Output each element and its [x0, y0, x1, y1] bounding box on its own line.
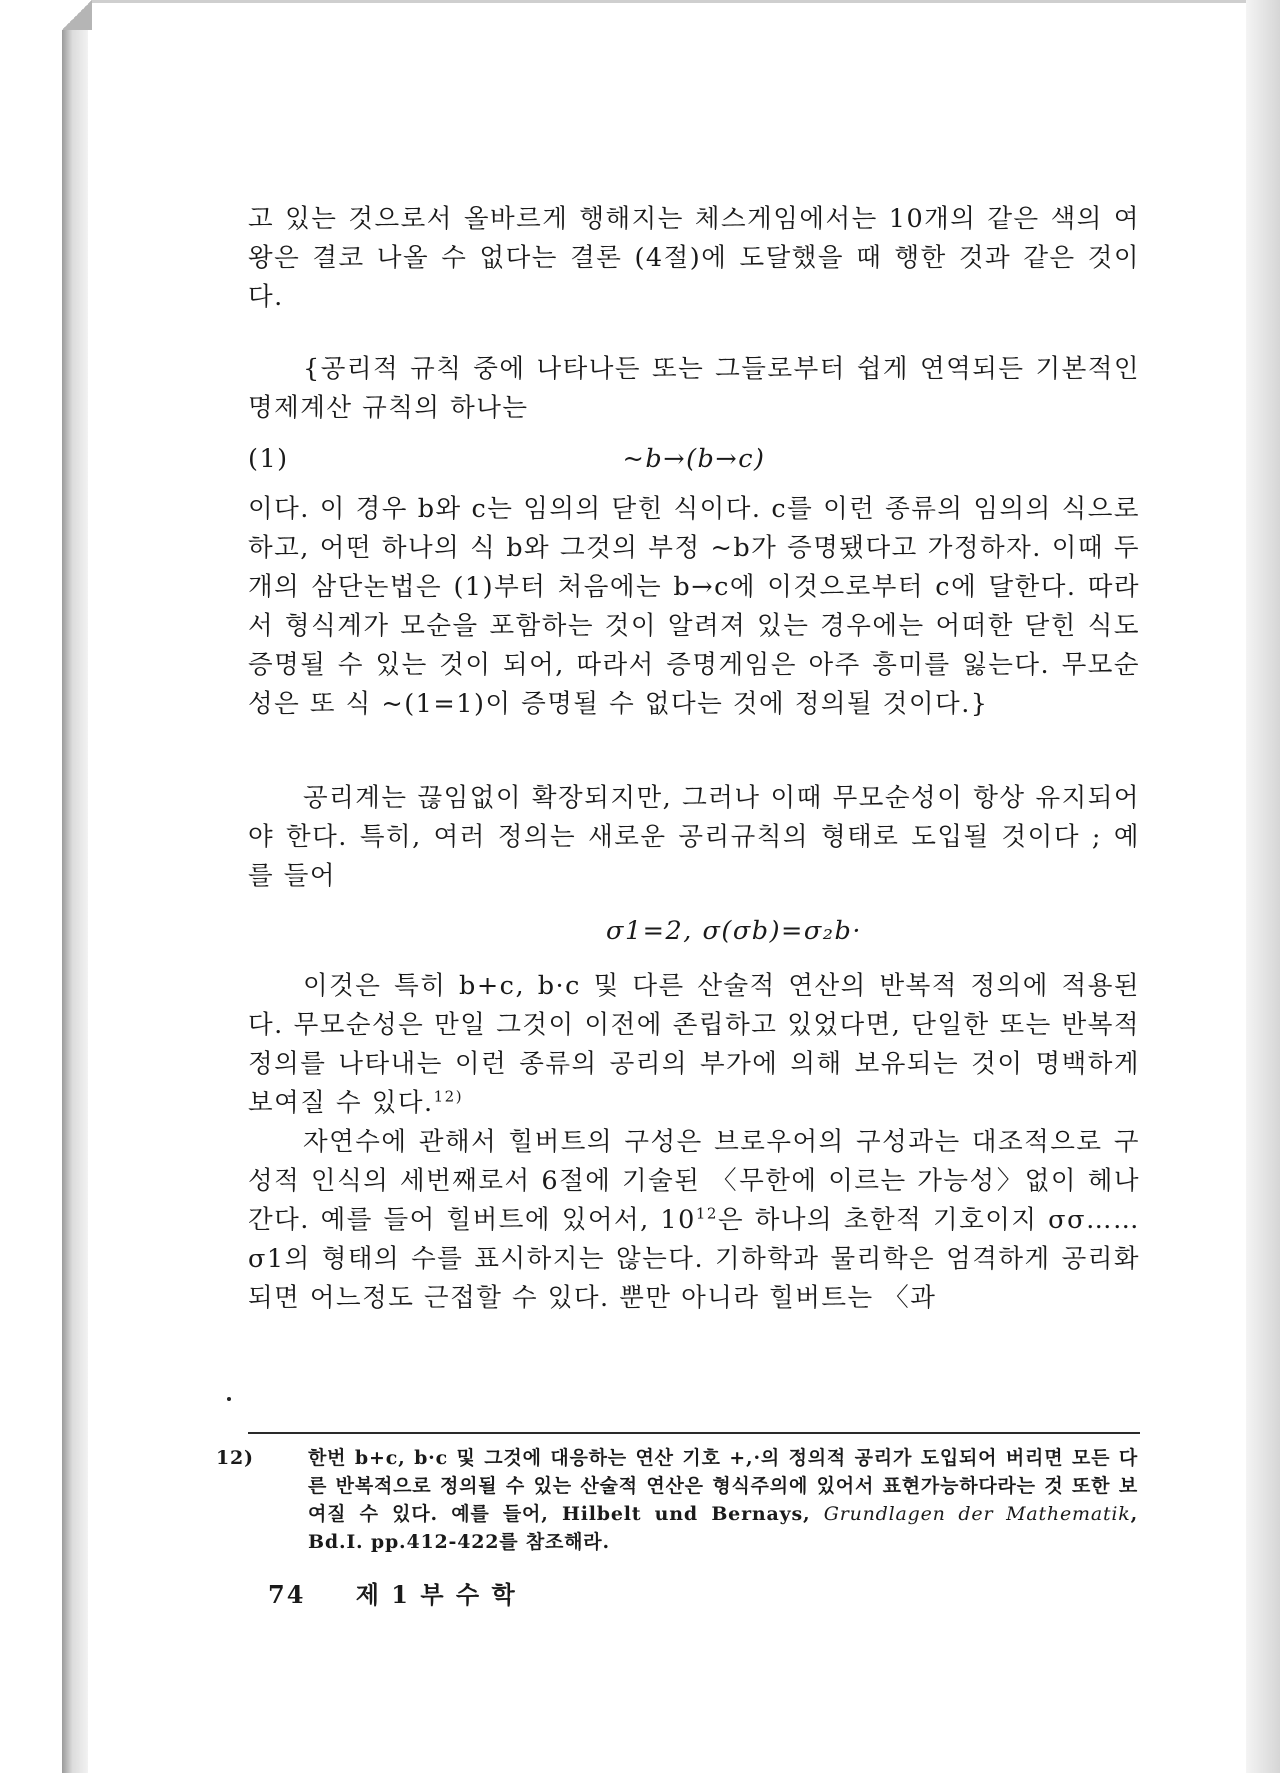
- footnote-book-title: Grundlagen der Mathematik: [823, 1503, 1131, 1525]
- paragraph-recursive-text: 이것은 특히 b+c, b·c 및 다른 산술적 연산의 반복적 정의에 적용된다. 무모순성은 만일 그것이 이전에 존립하고 있었다면, 단일한 또는 반복적 정의를 나타내는 이런 종류의 공리의 부가에 의해 보유되는 것이 명백하게 보여질 수 있다.: [248, 971, 1140, 1118]
- footnote-12: [216, 1444, 1138, 1556]
- footnote-body: [216, 1444, 1138, 1556]
- footnote-reference-12[interactable]: 12): [433, 1087, 464, 1106]
- page-left-edge: [62, 0, 88, 1773]
- paragraph-axiom-extension: 공리계는 끊임없이 확장되지만, 그러나 이때 무모순성이 항상 유지되어야 한다. 특히, 여러 정의는 새로운 공리규칙의 형태로 도입될 것이다 ; 예를 들어: [248, 783, 1140, 891]
- exponent-12: 12: [695, 1204, 718, 1223]
- margin-speck: [227, 1397, 231, 1401]
- running-footer: [268, 1575, 517, 1610]
- footnote-text-a: 한번 b+c, b·c 및 그것에 대응하는 연산 기호 +,·의 정의적 공리가 도입되어 버리면 모든 다른 반복적으로 정의될 수 있는 산술적 연산은 형식주의에 있어서 표현가능하다라는 것 또한 보여질 수 있다. 예를 들어, Hilbelt und Bernays,: [308, 1447, 1138, 1525]
- page-top-edge: [88, 0, 1246, 3]
- footnote-divider: [248, 1432, 1140, 1434]
- paragraph-recursive-definition: [248, 967, 1140, 1123]
- paragraph-natural-numbers-a: 자연수에 관해서 힐버트의 구성은 브로우어의 구성과는 대조적으로 구성적 인식의 세번째로서 6절에 기술된 〈무한에 이르는 가능성〉없이 헤나간다. 예를 들어 힐버트에 있어서, 10: [248, 1127, 1140, 1235]
- footnote-text-b: , Bd.I. pp.412-422를 참조해라.: [308, 1503, 1138, 1553]
- formula-1: [248, 440, 1140, 476]
- paragraph-natural-numbers-b: 은 하나의 초한적 기호이지 σσ……σ1의 형태의 수를 표시하지는 않는다. 기하학과 물리학은 엄격하게 공리화되면 어느정도 근접할 수 있다. 뿐만 아니라 힐버트는 〈과: [248, 1205, 1141, 1313]
- paragraph-natural-numbers: [248, 1123, 1140, 1318]
- paragraph-propositional-rule: {공리적 규칙 중에 나타나든 또는 그들로부터 쉽게 연역되든 기본적인 명제계산 규칙의 하나는: [248, 354, 1140, 423]
- paragraph-contradiction: 이다. 이 경우 b와 c는 임의의 닫힌 식이다. c를 이런 종류의 임의의 식으로 하고, 어떤 하나의 식 b와 그것의 부정 ~b가 증명됐다고 가정하자. 이때 두 개의 삼단논법은 (1)부터 처음에는 b→c에 이것으로부터 c에 달한다. 따라서 형식계가 모순을 포함하는 것이 알려져 있는 경우에는 어떠한 닫힌 식도 증명될 수 있는 것이 되어, 따라서 증명게임은 아주 흥미를 잃는다. 무모순성은 또 식 ~(1=1)이 증명될 수 없다는 것에 정의될 것이다.}: [248, 494, 1140, 719]
- footnote-number: 12): [216, 1447, 254, 1469]
- formula-1-label: (1): [248, 444, 289, 474]
- formula-1-expression: ~b→(b→c): [622, 444, 766, 474]
- page-folded-corner: [62, 0, 92, 30]
- formula-2-expression: σ1=2, σ(σb)=σ₂b·: [606, 916, 862, 946]
- page-number: 74: [268, 1580, 306, 1609]
- page-right-edge: [1246, 0, 1280, 1773]
- section-title: 제 1 부 수 학: [355, 1580, 517, 1609]
- paragraph-chess-conclusion: 고 있는 것으로서 올바르게 행해지는 체스게임에서는 10개의 같은 색의 여왕은 결코 나올 수 없다는 결론 (4절)에 도달했을 때 행한 것과 같은 것이다.: [248, 204, 1140, 312]
- page-body: [248, 200, 1140, 1318]
